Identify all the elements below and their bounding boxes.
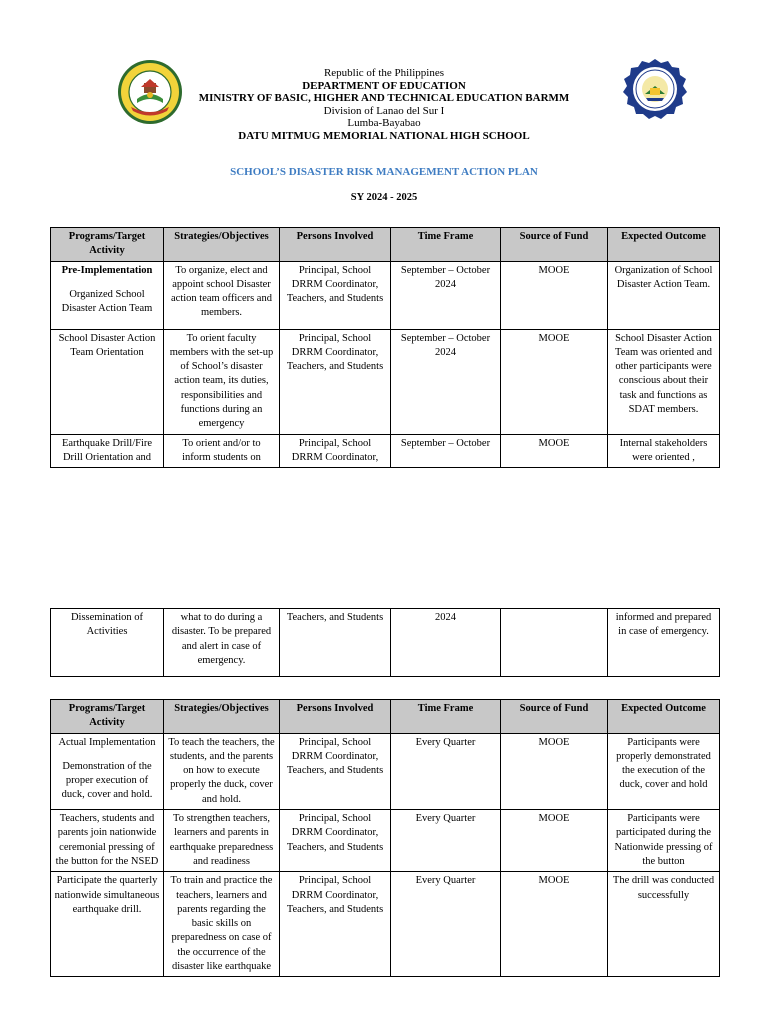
table-row: [51, 872, 720, 977]
strategy-cell: To orient faculty members with the set-up of School’s disaster action team, its duties, responsibilities and functions during an emergency: [164, 329, 280, 434]
outcome-cell: The drill was conducted successfully: [608, 872, 720, 977]
table-row: [51, 733, 720, 809]
ministry-line: MINISTRY OF BASIC, HIGHER AND TECHNICAL EDUCATION BARMM: [198, 92, 570, 104]
timeframe-cell: September – October: [391, 434, 501, 468]
timeframe-cell: Every Quarter: [391, 810, 501, 872]
fund-cell: MOOE: [501, 329, 608, 434]
fund-cell: MOOE: [501, 261, 608, 329]
column-header: Time Frame: [391, 228, 501, 262]
fund-cell: MOOE: [501, 872, 608, 977]
division-line: Division of Lanao del Sur I: [323, 104, 445, 117]
fund-cell: [501, 609, 608, 677]
outcome-cell: School Disaster Action Team was oriented and other participants were conscious about their task and functions as SDAT members.: [608, 329, 720, 434]
table-row: [51, 810, 720, 872]
column-header: Persons Involved: [280, 700, 391, 734]
letterhead: [0, 67, 768, 142]
column-header: Programs/Target Activity: [51, 228, 164, 262]
table-row: [51, 434, 720, 468]
persons-cell: Principal, School DRRM Coordinator, Teachers, and Students: [280, 810, 391, 872]
republic-line: Republic of the Philippines: [323, 67, 445, 79]
strategy-cell: To teach the teachers, the students, and the parents on how to execute properly the duck, cover and hold.: [164, 733, 280, 809]
action-plan-table-1-continued: [50, 608, 720, 677]
program-cell: Dissemination of Activities: [51, 609, 164, 677]
fund-cell: MOOE: [501, 810, 608, 872]
table-row: [51, 329, 720, 434]
table-header-row: [51, 700, 720, 734]
program-cell: Teachers, students and parents join nationwide ceremonial pressing of the button for the NSED: [51, 810, 164, 872]
persons-cell: Principal, School DRRM Coordinator, Teachers, and Students: [280, 329, 391, 434]
phase-heading: Pre-Implementation: [61, 264, 153, 276]
strategy-cell: To strengthen teachers, learners and parents in earthquake preparedness and readiness: [164, 810, 280, 872]
program-cell: Participate the quarterly nationwide simultaneous earthquake drill.: [51, 872, 164, 977]
outcome-cell: Organization of School Disaster Action Team.: [608, 261, 720, 329]
outcome-cell: Participants were properly demonstrated the execution of the duck, cover and hold: [608, 733, 720, 809]
column-header: Time Frame: [391, 700, 501, 734]
timeframe-cell: Every Quarter: [391, 872, 501, 977]
persons-cell: Teachers, and Students: [280, 609, 391, 677]
column-header: Source of Fund: [501, 700, 608, 734]
timeframe-cell: September – October 2024: [391, 261, 501, 329]
table-row: [51, 609, 720, 677]
department-line: DEPARTMENT OF EDUCATION: [302, 79, 466, 92]
column-header: Strategies/Objectives: [164, 228, 280, 262]
strategy-cell: To organize, elect and appoint school Disaster action team officers and members.: [164, 261, 280, 329]
column-header: Strategies/Objectives: [164, 700, 280, 734]
column-header: Persons Involved: [280, 228, 391, 262]
program-cell: Earthquake Drill/Fire Drill Orientation and: [51, 434, 164, 468]
strategy-cell: To train and practice the teachers, learners and parents regarding the basic skills on preparedness on case of the occurrence of the disaster like earthquake: [164, 872, 280, 977]
persons-cell: Principal, School DRRM Coordinator, Teachers, and Students: [280, 733, 391, 809]
program-text: Demonstration of the proper execution of duck, cover and hold.: [61, 760, 153, 801]
action-plan-table-1: [50, 227, 720, 468]
phase-heading: Actual Implementation: [58, 736, 156, 748]
action-plan-table-2: [50, 699, 720, 977]
fund-cell: MOOE: [501, 733, 608, 809]
school-name: DATU MITMUG MEMORIAL NATIONAL HIGH SCHOOL: [238, 129, 530, 142]
fund-cell: MOOE: [501, 434, 608, 468]
program-cell: [51, 261, 164, 329]
column-header: Source of Fund: [501, 228, 608, 262]
outcome-cell: Participants were participated during the Nationwide pressing of the button: [608, 810, 720, 872]
program-cell: [51, 733, 164, 809]
timeframe-cell: September – October 2024: [391, 329, 501, 434]
persons-cell: Principal, School DRRM Coordinator, Teachers, and Students: [280, 261, 391, 329]
persons-cell: Principal, School DRRM Coordinator,: [280, 434, 391, 468]
municipality-line: Lumba-Bayabao: [347, 117, 421, 129]
document-title: SCHOOL’S DISASTER RISK MANAGEMENT ACTION PLAN: [230, 166, 538, 178]
outcome-cell: informed and prepared in case of emergency.: [608, 609, 720, 677]
table-row: [51, 261, 720, 329]
outcome-cell: Internal stakeholders were oriented ,: [608, 434, 720, 468]
program-text: Organized School Disaster Action Team: [61, 288, 153, 315]
timeframe-cell: Every Quarter: [391, 733, 501, 809]
program-cell: School Disaster Action Team Orientation: [51, 329, 164, 434]
column-header: Expected Outcome: [608, 700, 720, 734]
school-year: SY 2024 - 2025: [350, 192, 418, 203]
persons-cell: Principal, School DRRM Coordinator, Teachers, and Students: [280, 872, 391, 977]
strategy-cell: To orient and/or to inform students on: [164, 434, 280, 468]
timeframe-cell: 2024: [391, 609, 501, 677]
column-header: Expected Outcome: [608, 228, 720, 262]
strategy-cell: what to do during a disaster. To be prepared and alert in case of emergency.: [164, 609, 280, 677]
column-header: Programs/Target Activity: [51, 700, 164, 734]
table-header-row: [51, 228, 720, 262]
